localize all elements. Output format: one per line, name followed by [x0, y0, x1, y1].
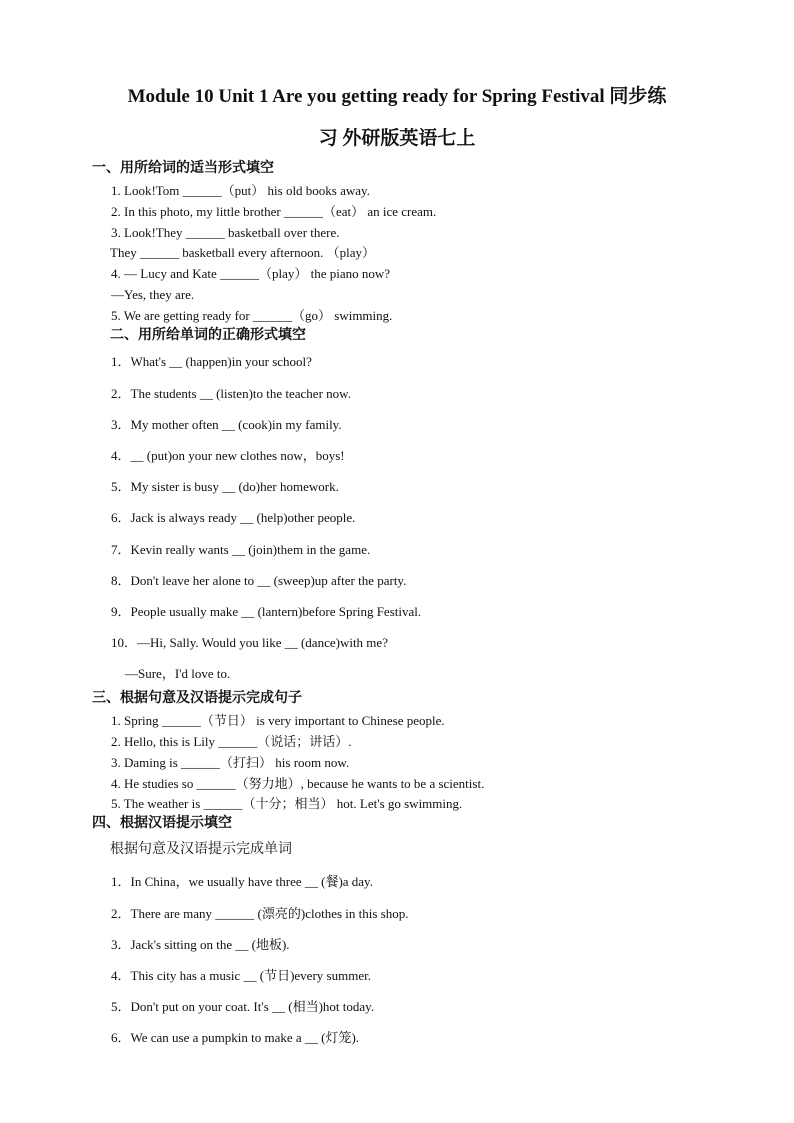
- s4-line-4: 4．This city has a music __ (节日)every summer.: [111, 968, 371, 983]
- s2-line-1: 1．What's __ (happen)in your school?: [111, 354, 312, 369]
- s1-line-4: They ______ basketball every afternoon. （play）: [110, 245, 375, 260]
- s2-line-9: 9．People usually make __ (lantern)before Spring Festival.: [111, 604, 422, 619]
- s4-line-6: 6．We can use a pumpkin to make a __ (灯笼).: [111, 1030, 360, 1045]
- s2-line-6: 6．Jack is always ready __ (help)other people.: [111, 510, 356, 525]
- s3-line-3: 3. Daming is ______（打扫） his room now.: [111, 755, 350, 770]
- section-4-subheading: 根据句意及汉语提示完成单词: [110, 842, 292, 857]
- s2-line-11: —Sure，I'd love to.: [125, 666, 231, 681]
- s1-line-2: 2. In this photo, my little brother ______（eat） an ice cream.: [111, 204, 437, 219]
- s3-line-2: 2. Hello, this is Lily ______（说话；讲话）.: [111, 734, 352, 749]
- s1-line-7: 5. We are getting ready for ______（go） swimming.: [111, 308, 393, 323]
- document-title-line-2: 习 外研版英语七上: [318, 128, 476, 149]
- s2-line-2: 2．The students __ (listen)to the teacher now.: [111, 386, 351, 401]
- s1-line-5: 4. — Lucy and Kate ______（play） the piano now?: [111, 266, 391, 281]
- section-3-heading: 三、根据句意及汉语提示完成句子: [92, 691, 302, 706]
- section-2-heading: 二、用所给单词的正确形式填空: [110, 328, 306, 343]
- s3-line-1: 1. Spring ______（节日） is very important to Chinese people.: [111, 713, 445, 728]
- s3-line-5: 5. The weather is ______（十分；相当） hot. Let's go swimming.: [111, 796, 463, 811]
- s2-line-8: 8．Don't leave her alone to __ (sweep)up after the party.: [111, 573, 407, 588]
- s2-line-4: 4．__ (put)on your new clothes now，boys!: [111, 448, 345, 463]
- s2-line-7: 7．Kevin really wants __ (join)them in the game.: [111, 542, 371, 557]
- section-1-heading: 一、用所给词的适当形式填空: [92, 161, 274, 176]
- s1-line-1: 1. Look!Tom ______（put） his old books away.: [111, 183, 370, 198]
- section-4-heading: 四、根据汉语提示填空: [92, 816, 232, 831]
- s2-line-5: 5．My sister is busy __ (do)her homework.: [111, 479, 339, 494]
- s4-line-2: 2．There are many ______ (漂亮的)clothes in this shop.: [111, 906, 409, 921]
- document-title-line-1: Module 10 Unit 1 Are you getting ready for Spring Festival 同步练: [127, 86, 667, 107]
- s4-line-3: 3．Jack's sitting on the __ (地板).: [111, 937, 290, 952]
- s4-line-5: 5．Don't put on your coat. It's __ (相当)hot today.: [111, 999, 375, 1014]
- s1-line-3: 3. Look!They ______ basketball over there.: [111, 225, 340, 240]
- s4-line-1: 1．In China，we usually have three __ (餐)a day.: [111, 874, 373, 889]
- s2-line-10: 10．—Hi, Sally. Would you like __ (dance)with me?: [111, 635, 388, 650]
- s3-line-4: 4. He studies so ______（努力地）, because he wants to be a scientist.: [111, 776, 485, 791]
- s2-line-3: 3．My mother often __ (cook)in my family.: [111, 417, 342, 432]
- s1-line-6: —Yes, they are.: [111, 287, 195, 302]
